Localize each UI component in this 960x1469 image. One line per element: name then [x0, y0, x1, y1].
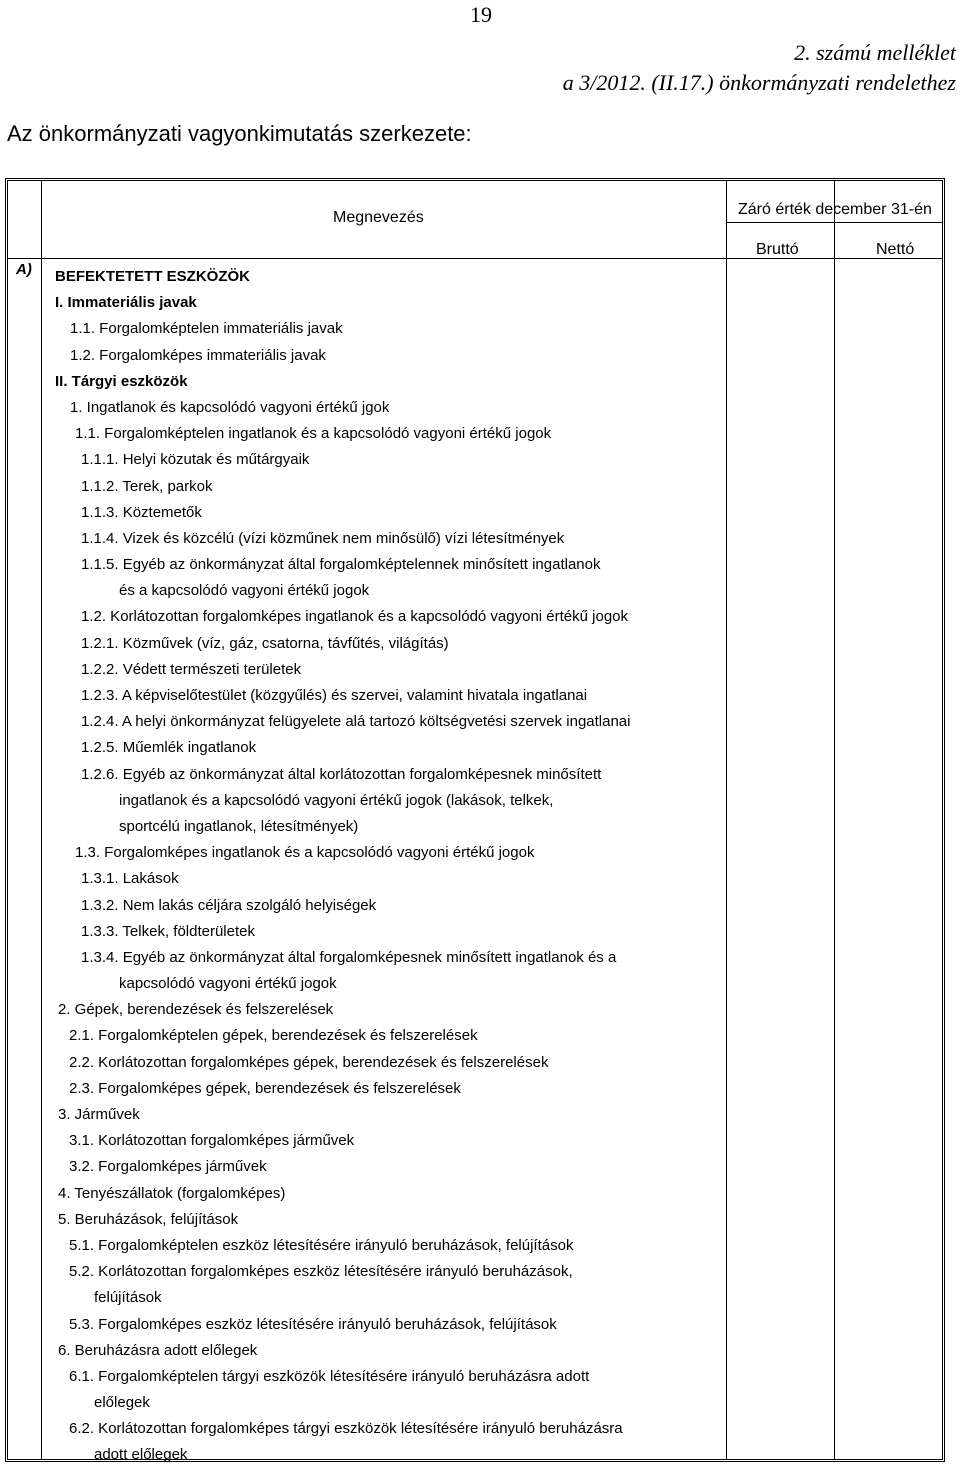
table-row: és a kapcsolódó vagyoni értékű jogok — [119, 582, 370, 600]
table-row: 1.2. Forgalomképes immateriális javak — [70, 346, 326, 364]
table-row: 1.3.4. Egyéb az önkormányzat által forgalomképesnek minősített ingatlanok és a — [81, 948, 617, 966]
asset-rows — [8, 264, 728, 1469]
table-row: 1.1. Forgalomképtelen immateriális javak — [70, 320, 343, 338]
table-row: 1.2. Korlátozottan forgalomképes ingatlanok és a kapcsolódó vagyoni értékű jogok — [81, 608, 629, 626]
document-heading: Az önkormányzati vagyonkimutatás szerkezete: — [7, 121, 472, 146]
table-row: 2.1. Forgalomképtelen gépek, berendezések és felszerelések — [69, 1027, 478, 1045]
table-row: 2.2. Korlátozottan forgalomképes gépek, berendezések és felszerelések — [69, 1053, 549, 1071]
table-row: I. Immateriális javak — [55, 294, 197, 312]
table-row: 1.1.4. Vizek és közcélú (vízi közműnek nem minősülő) vízi létesítmények — [81, 529, 565, 547]
table-row: 1.1.1. Helyi közutak és műtárgyaik — [81, 451, 310, 469]
table-row: 1.1.3. Köztemetők — [81, 503, 202, 521]
column-divider — [834, 181, 835, 1459]
table-row: 3.2. Forgalomképes járművek — [69, 1158, 267, 1176]
subheader-divider — [726, 222, 942, 223]
annex-decree: a 3/2012. (II.17.) önkormányzati rendelethez — [562, 70, 956, 95]
table-row: 4. Tenyészállatok (forgalomképes) — [58, 1184, 286, 1202]
table-row: 1.2.5. Műemlék ingatlanok — [81, 739, 257, 757]
header-divider — [8, 258, 942, 259]
table-row: 1.2.2. Védett természeti területek — [81, 660, 302, 678]
table-row: 5.1. Forgalomképtelen eszköz létesítésére irányuló beruházások, felújítások — [69, 1236, 574, 1254]
table-row: 3.1. Korlátozottan forgalomképes járművek — [69, 1132, 355, 1150]
table-row: 3. Járművek — [58, 1106, 140, 1123]
section-letter: A) — [16, 261, 32, 278]
table-row: 5.3. Forgalomképes eszköz létesítésére irányuló beruházások, felújítások — [69, 1315, 557, 1333]
table-row: 1.3.3. Telkek, földterületek — [81, 922, 255, 940]
table-row: felújítások — [94, 1289, 162, 1307]
table-row: 5. Beruházások, felújítások — [58, 1210, 239, 1228]
asset-structure-table — [5, 178, 945, 1462]
table-row: 1.2.3. A képviselőtestület (közgyűlés) és szervei, valamint hivatala ingatlanai — [81, 687, 588, 704]
table-row: 2. Gépek, berendezések és felszerelések — [58, 1001, 334, 1019]
table-row: 1.2.4. A helyi önkormányzat felügyelete alá tartozó költségvetési szervek ingatlanai — [81, 713, 631, 731]
column-header-closing-value: Záró érték december 31-én — [738, 201, 932, 218]
table-row: 6.1. Forgalomképtelen tárgyi eszközök létesítésére irányuló beruházásra adott — [69, 1367, 590, 1385]
table-row: BEFEKTETETT ESZKÖZÖK — [55, 268, 250, 285]
table-row: 1.3.1. Lakások — [81, 870, 179, 888]
table-row: 2.3. Forgalomképes gépek, berendezések és felszerelések — [69, 1079, 461, 1097]
page-number: 19 — [470, 2, 492, 27]
table-row: 6. Beruházásra adott előlegek — [58, 1341, 258, 1359]
column-header-net: Nettó — [876, 241, 915, 258]
column-header-gross: Bruttó — [756, 241, 799, 258]
table-row: 6.2. Korlátozottan forgalomképes tárgyi eszközök létesítésére irányuló beruházásra — [69, 1420, 623, 1438]
table-row: 5.2. Korlátozottan forgalomképes eszköz létesítésére irányuló beruházások, — [69, 1263, 573, 1281]
table-row: 1.3.2. Nem lakás céljára szolgáló helyiségek — [81, 896, 377, 914]
table-row: adott előlegek — [94, 1446, 188, 1464]
table-row: sportcélú ingatlanok, létesítmények) — [119, 817, 359, 835]
table-row: 1.3. Forgalomképes ingatlanok és a kapcsolódó vagyoni értékű jogok — [75, 844, 535, 862]
table-row: 1.1.5. Egyéb az önkormányzat által forgalomképtelennek minősített ingatlanok — [81, 556, 601, 574]
table-row: előlegek — [94, 1394, 150, 1412]
table-row: 1.2.6. Egyéb az önkormányzat által korlátozottan forgalomképesnek minősített — [81, 765, 602, 783]
table-row: 1.1.2. Terek, parkok — [81, 477, 213, 495]
annex-reference: 2. számú melléklet — [794, 40, 956, 65]
table-row: 1.2.1. Közművek (víz, gáz, csatorna, távfűtés, világítás) — [81, 634, 449, 652]
table-row: 1.1. Forgalomképtelen ingatlanok és a kapcsolódó vagyoni értékű jogok — [75, 425, 552, 443]
column-header-name: Megnevezés — [333, 209, 424, 226]
table-row: ingatlanok és a kapcsolódó vagyoni értékű jogok (lakások, telkek, — [119, 791, 554, 809]
table-row: kapcsolódó vagyoni értékű jogok — [119, 975, 337, 993]
table-row: 1. Ingatlanok és kapcsolódó vagyoni értékű jgok — [70, 398, 390, 416]
table-row: II. Tárgyi eszközök — [55, 372, 188, 390]
